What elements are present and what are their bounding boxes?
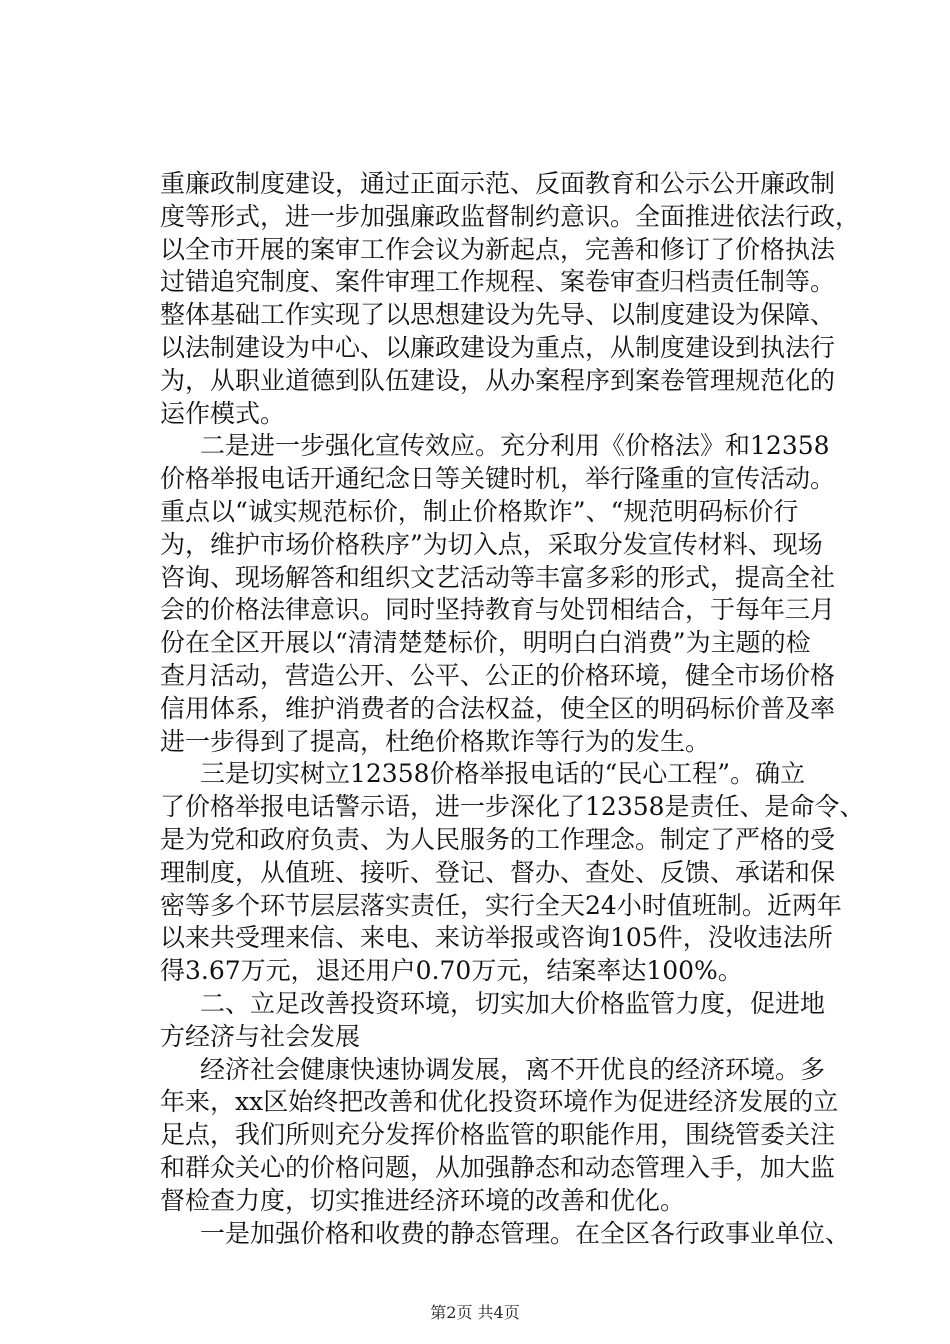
text-line: 以来共受理来信、来电、来访举报或咨询105件，没收违法所 — [160, 923, 833, 953]
section-heading-line: 二、立足改善投资环境，切实加大价格监管力度，促进地 — [200, 988, 826, 1018]
page-footer: 第2页 共4页 — [430, 1303, 520, 1322]
text-line: 得3.67万元，退还用户0.70万元，结案率达100%。 — [160, 956, 743, 986]
text-line: 了价格举报电话警示语，进一步深化了12358是责任、是命令、 — [160, 792, 865, 822]
text-line: 份在全区开展以“清清楚楚标价，明明白白消费”为主题的检 — [160, 628, 811, 658]
text-line: 为，从职业道德到队伍建设，从办案程序到案卷管理规范化的 — [160, 365, 836, 395]
text-line: 咨询、现场解答和组织文艺活动等丰富多彩的形式，提高全社 — [160, 562, 836, 592]
text-line: 为，维护市场价格秩序”为切入点，采取分发宣传材料、现场 — [160, 529, 823, 559]
text-line: 密等多个环节层层落实责任，实行全天24小时值班制。近两年 — [160, 890, 842, 920]
text-line: 和群众关心的价格问题，从加强静态和动态管理入手，加大监 — [160, 1152, 836, 1182]
text-line: 以全市开展的案审工作会议为新起点，完善和修订了价格执法 — [160, 234, 836, 264]
text-line: 度等形式，进一步加强廉政监督制约意识。全面推进依法行政， — [160, 201, 861, 231]
text-line: 查月活动，营造公开、公平、公正的价格环境，健全市场价格 — [160, 660, 836, 690]
document-body — [160, 168, 865, 1250]
paragraph-start-line: 一是加强价格和收费的静态管理。在全区各行政事业单位、 — [200, 1218, 851, 1248]
paragraph-start-line: 经济社会健康快速协调发展，离不开优良的经济环境。多 — [200, 1054, 826, 1084]
text-line: 价格举报电话开通纪念日等关键时机，举行隆重的宣传活动。 — [160, 464, 836, 494]
text-line: 理制度，从值班、接听、登记、督办、查处、反馈、承诺和保 — [160, 857, 836, 887]
text-line: 运作模式。 — [160, 398, 286, 428]
text-line: 足点，我们所则充分发挥价格监管的职能作用，围绕管委关注 — [160, 1120, 836, 1150]
text-line: 重点以“诚实规范标价，制止价格欺诈”、“规范明码标价行 — [160, 496, 799, 526]
paragraph-start-line: 二是进一步强化宣传效应。充分利用《价格法》和12358 — [200, 431, 830, 461]
text-line: 整体基础工作实现了以思想建设为先导、以制度建设为保障、 — [160, 300, 836, 330]
text-line: 信用体系，维护消费者的合法权益，使全区的明码标价普及率 — [160, 693, 836, 723]
text-line: 年来，xx区始终把改善和优化投资环境作为促进经济发展的立 — [160, 1087, 839, 1117]
text-line: 督检查力度，切实推进经济环境的改善和优化。 — [160, 1185, 686, 1215]
text-line: 进一步得到了提高，杜绝价格欺诈等行为的发生。 — [160, 726, 711, 756]
text-line: 会的价格法律意识。同时坚持教育与处罚相结合，于每年三月 — [160, 595, 836, 625]
text-line: 是为党和政府负责、为人民服务的工作理念。制定了严格的受 — [160, 824, 836, 854]
text-line: 以法制建设为中心、以廉政建设为重点，从制度建设到执法行 — [160, 332, 836, 362]
text-line: 重廉政制度建设，通过正面示范、反面教育和公示公开廉政制 — [160, 169, 836, 198]
text-line: 过错追究制度、案件审理工作规程、案卷审查归档责任制等。 — [160, 267, 836, 297]
section-heading-line: 方经济与社会发展 — [160, 1021, 361, 1051]
paragraph-start-line: 三是切实树立12358价格举报电话的“民心工程”。确立 — [200, 759, 806, 789]
